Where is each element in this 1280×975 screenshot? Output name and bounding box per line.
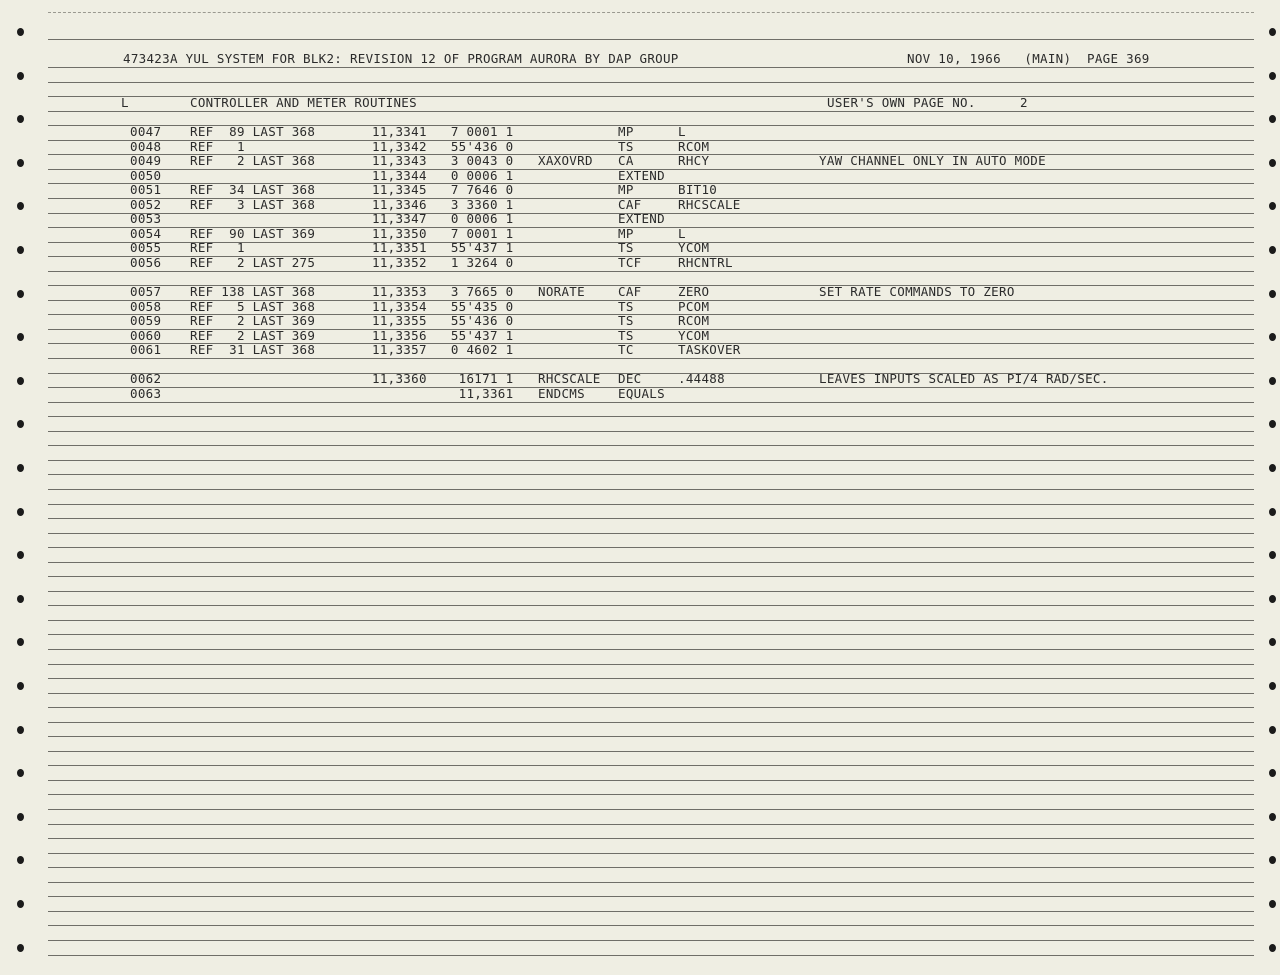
feed-hole — [17, 900, 24, 908]
listing-ref: REF 89 LAST 368 — [190, 124, 316, 139]
feed-hole — [17, 856, 24, 864]
listing-addr: 11,3356 — [372, 327, 427, 343]
ruled-line — [48, 751, 1254, 752]
feed-hole — [1269, 290, 1276, 298]
listing-addr: 11,3353 — [372, 284, 427, 300]
ruled-line — [48, 634, 1254, 635]
ruled-line — [48, 67, 1254, 68]
listing-operand: L — [678, 124, 686, 139]
feed-hole — [1269, 377, 1276, 385]
listing-ref: REF 3 LAST 368 — [190, 196, 316, 212]
feed-hole — [17, 290, 24, 298]
ruled-line — [48, 620, 1254, 621]
ruled-line — [48, 955, 1254, 956]
feed-hole — [1269, 944, 1276, 952]
listing-op: TS — [618, 327, 634, 343]
listing-seq: 0053 — [130, 211, 162, 227]
listing-operand: BIT10 — [678, 182, 718, 198]
feed-hole — [17, 246, 24, 254]
header-title: 473423A YUL SYSTEM FOR BLK2: REVISION 12 OF PROGRAM AURORA BY DAP GROUP — [123, 51, 679, 66]
listing-operand: PCOM — [678, 298, 710, 314]
listing-addr: 11,3350 — [372, 225, 427, 241]
feed-hole — [17, 72, 24, 80]
ruled-line — [48, 722, 1254, 723]
listing-seq: 0050 — [130, 167, 162, 183]
ruled-line — [48, 678, 1254, 679]
ruled-line — [48, 460, 1254, 461]
listing-word: 11,3361 — [443, 385, 514, 401]
feed-hole — [17, 420, 24, 428]
ruled-line — [48, 271, 1254, 272]
listing-ref: REF 2 LAST 369 — [190, 313, 316, 329]
listing-word: 16171 1 — [443, 371, 514, 387]
ruled-line — [48, 765, 1254, 766]
feed-hole — [1269, 595, 1276, 603]
user-page-number: 2 — [1020, 95, 1028, 110]
listing-op: EXTEND — [618, 167, 665, 183]
feed-hole — [1269, 726, 1276, 734]
ruled-line — [48, 82, 1254, 83]
ruled-line — [48, 489, 1254, 490]
ruled-line — [48, 853, 1254, 854]
ruled-line — [48, 649, 1254, 650]
listing-seq: 0057 — [130, 284, 162, 300]
header-date-page: NOV 10, 1966 (MAIN) PAGE 369 — [907, 51, 1150, 66]
feed-hole — [17, 28, 24, 36]
feed-hole — [17, 638, 24, 646]
listing-word: 0 4602 1 — [443, 342, 514, 358]
listing-op: CA — [618, 153, 634, 169]
listing-seq: 0054 — [130, 225, 162, 241]
listing-operand: .44488 — [678, 371, 725, 387]
feed-hole — [1269, 508, 1276, 516]
listing-op: EQUALS — [618, 385, 665, 401]
ruled-line — [48, 111, 1254, 112]
ruled-line — [48, 591, 1254, 592]
ruled-line — [48, 576, 1254, 577]
ruled-line — [48, 402, 1254, 403]
listing-op: TS — [618, 298, 634, 314]
feed-hole — [1269, 72, 1276, 80]
listing-word: 55'437 1 — [443, 240, 514, 256]
listing-label: RHCSCALE — [538, 371, 601, 387]
listing-word: 0 0006 1 — [443, 167, 514, 183]
listing-op: MP — [618, 225, 634, 241]
feed-hole — [1269, 638, 1276, 646]
listing-op: MP — [618, 124, 634, 139]
listing-word: 3 7665 0 — [443, 284, 514, 300]
feed-hole — [17, 551, 24, 559]
feed-hole — [1269, 420, 1276, 428]
ruled-line — [48, 504, 1254, 505]
feed-hole — [17, 115, 24, 123]
listing-operand: RHCNTRL — [678, 254, 733, 270]
listing-word: 7 0001 1 — [443, 124, 514, 139]
ruled-line — [48, 940, 1254, 941]
listing-ref: REF 1 — [190, 240, 245, 256]
ruled-line — [48, 664, 1254, 665]
listing-seq: 0060 — [130, 327, 162, 343]
listing-ref: REF 5 LAST 368 — [190, 298, 316, 314]
listing-seq: 0056 — [130, 254, 162, 270]
listing-seq: 0062 — [130, 371, 162, 387]
feed-hole — [1269, 28, 1276, 36]
section-title: CONTROLLER AND METER ROUTINES — [190, 95, 417, 110]
ruled-line — [48, 838, 1254, 839]
listing-op: TS — [618, 138, 634, 154]
feed-hole — [17, 769, 24, 777]
feed-hole — [1269, 464, 1276, 472]
listing-operand: L — [678, 225, 686, 241]
ruled-line — [48, 358, 1254, 359]
feed-hole — [1269, 856, 1276, 864]
listing-seq: 0051 — [130, 182, 162, 198]
ruled-line — [48, 882, 1254, 883]
feed-hole — [17, 944, 24, 952]
feed-hole — [17, 202, 24, 210]
ruled-line — [48, 39, 1254, 40]
ruled-line — [48, 605, 1254, 606]
listing-op: TS — [618, 313, 634, 329]
feed-hole — [1269, 551, 1276, 559]
listing-ref: REF 2 LAST 368 — [190, 153, 316, 169]
listing-seq: 0059 — [130, 313, 162, 329]
ruled-line — [48, 431, 1254, 432]
listing-word: 3 0043 0 — [443, 153, 514, 169]
listing-word: 55'435 0 — [443, 298, 514, 314]
ruled-line — [48, 547, 1254, 548]
section-marker: L — [121, 95, 129, 110]
feed-hole — [17, 813, 24, 821]
listing-word: 55'436 0 — [443, 138, 514, 154]
listing-addr: 11,3360 — [372, 371, 427, 387]
listing-comment: YAW CHANNEL ONLY IN AUTO MODE — [819, 153, 1046, 169]
ruled-line — [48, 693, 1254, 694]
listing-op: TS — [618, 240, 634, 256]
listing-ref: REF 2 LAST 275 — [190, 254, 316, 270]
ruled-line — [48, 925, 1254, 926]
listing-word: 1 3264 0 — [443, 254, 514, 270]
listing-operand: YCOM — [678, 240, 710, 256]
listing-addr: 11,3343 — [372, 153, 427, 169]
feed-hole — [17, 726, 24, 734]
listing-addr: 11,3354 — [372, 298, 427, 314]
listing-comment: LEAVES INPUTS SCALED AS PI/4 RAD/SEC. — [819, 371, 1109, 387]
listing-seq: 0063 — [130, 385, 162, 401]
listing-seq: 0052 — [130, 196, 162, 212]
listing-op: TCF — [618, 254, 642, 270]
listing-addr: 11,3344 — [372, 167, 427, 183]
listing-addr: 11,3345 — [372, 182, 427, 198]
listing-ref: REF 31 LAST 368 — [190, 342, 316, 358]
listing-word: 55'436 0 — [443, 313, 514, 329]
feed-hole — [1269, 682, 1276, 690]
listing-label: XAXOVRD — [538, 153, 593, 169]
feed-hole — [1269, 333, 1276, 341]
listing-op: MP — [618, 182, 634, 198]
listing-op: EXTEND — [618, 211, 665, 227]
listing-operand: YCOM — [678, 327, 710, 343]
listing-addr: 11,3347 — [372, 211, 427, 227]
feed-hole — [17, 464, 24, 472]
listing-word: 3 3360 1 — [443, 196, 514, 212]
ruled-line — [48, 562, 1254, 563]
listing-seq: 0047 — [130, 124, 162, 139]
listing-ref: REF 90 LAST 369 — [190, 225, 316, 241]
listing-ref: REF 34 LAST 368 — [190, 182, 316, 198]
listing-seq: 0048 — [130, 138, 162, 154]
listing-op: CAF — [618, 284, 642, 300]
ruled-line — [48, 736, 1254, 737]
listing-word: 0 0006 1 — [443, 211, 514, 227]
feed-hole — [17, 595, 24, 603]
listing-ref: REF 138 LAST 368 — [190, 284, 316, 300]
listing-label: ENDCMS — [538, 385, 585, 401]
listing-operand: RHCSCALE — [678, 196, 741, 212]
feed-hole — [1269, 900, 1276, 908]
ruled-line — [48, 809, 1254, 810]
listing-operand: RHCY — [678, 153, 710, 169]
listing-comment: SET RATE COMMANDS TO ZERO — [819, 284, 1015, 300]
feed-hole — [17, 682, 24, 690]
ruled-line — [48, 794, 1254, 795]
ruled-line — [48, 445, 1254, 446]
ruled-line — [48, 824, 1254, 825]
listing-op: DEC — [618, 371, 642, 387]
feed-hole — [1269, 769, 1276, 777]
ruled-line — [48, 780, 1254, 781]
listing-label: NORATE — [538, 284, 585, 300]
ruled-line — [48, 416, 1254, 417]
listing-operand: RCOM — [678, 313, 710, 329]
ruled-line — [48, 518, 1254, 519]
listing-seq: 0058 — [130, 298, 162, 314]
ruled-line — [48, 896, 1254, 897]
listing-operand: RCOM — [678, 138, 710, 154]
listing-addr: 11,3341 — [372, 124, 427, 139]
listing-seq: 0049 — [130, 153, 162, 169]
listing-addr: 11,3351 — [372, 240, 427, 256]
listing-addr: 11,3346 — [372, 196, 427, 212]
feed-hole — [1269, 159, 1276, 167]
listing-seq: 0055 — [130, 240, 162, 256]
listing-operand: TASKOVER — [678, 342, 741, 358]
ruled-line — [48, 867, 1254, 868]
ruled-line — [48, 911, 1254, 912]
listing-addr: 11,3342 — [372, 138, 427, 154]
listing-word: 7 0001 1 — [443, 225, 514, 241]
listing-word: 55'437 1 — [443, 327, 514, 343]
feed-hole — [1269, 115, 1276, 123]
listing-op: TC — [618, 342, 634, 358]
listing-op: CAF — [618, 196, 642, 212]
user-page-label: USER'S OWN PAGE NO. — [827, 95, 976, 110]
listing-word: 7 7646 0 — [443, 182, 514, 198]
ruled-line — [48, 533, 1254, 534]
feed-hole — [17, 333, 24, 341]
feed-hole — [17, 159, 24, 167]
ruled-line — [48, 474, 1254, 475]
listing-addr: 11,3352 — [372, 254, 427, 270]
listing-ref: REF 2 LAST 369 — [190, 327, 316, 343]
listing-operand: ZERO — [678, 284, 710, 300]
feed-hole — [1269, 246, 1276, 254]
listing-addr: 11,3357 — [372, 342, 427, 358]
listing-ref: REF 1 — [190, 138, 245, 154]
feed-hole — [1269, 202, 1276, 210]
listing-addr: 11,3355 — [372, 313, 427, 329]
ruled-line — [48, 707, 1254, 708]
listing-seq: 0061 — [130, 342, 162, 358]
feed-hole — [17, 377, 24, 385]
feed-hole — [1269, 813, 1276, 821]
feed-hole — [17, 508, 24, 516]
perforation-line — [48, 12, 1254, 13]
